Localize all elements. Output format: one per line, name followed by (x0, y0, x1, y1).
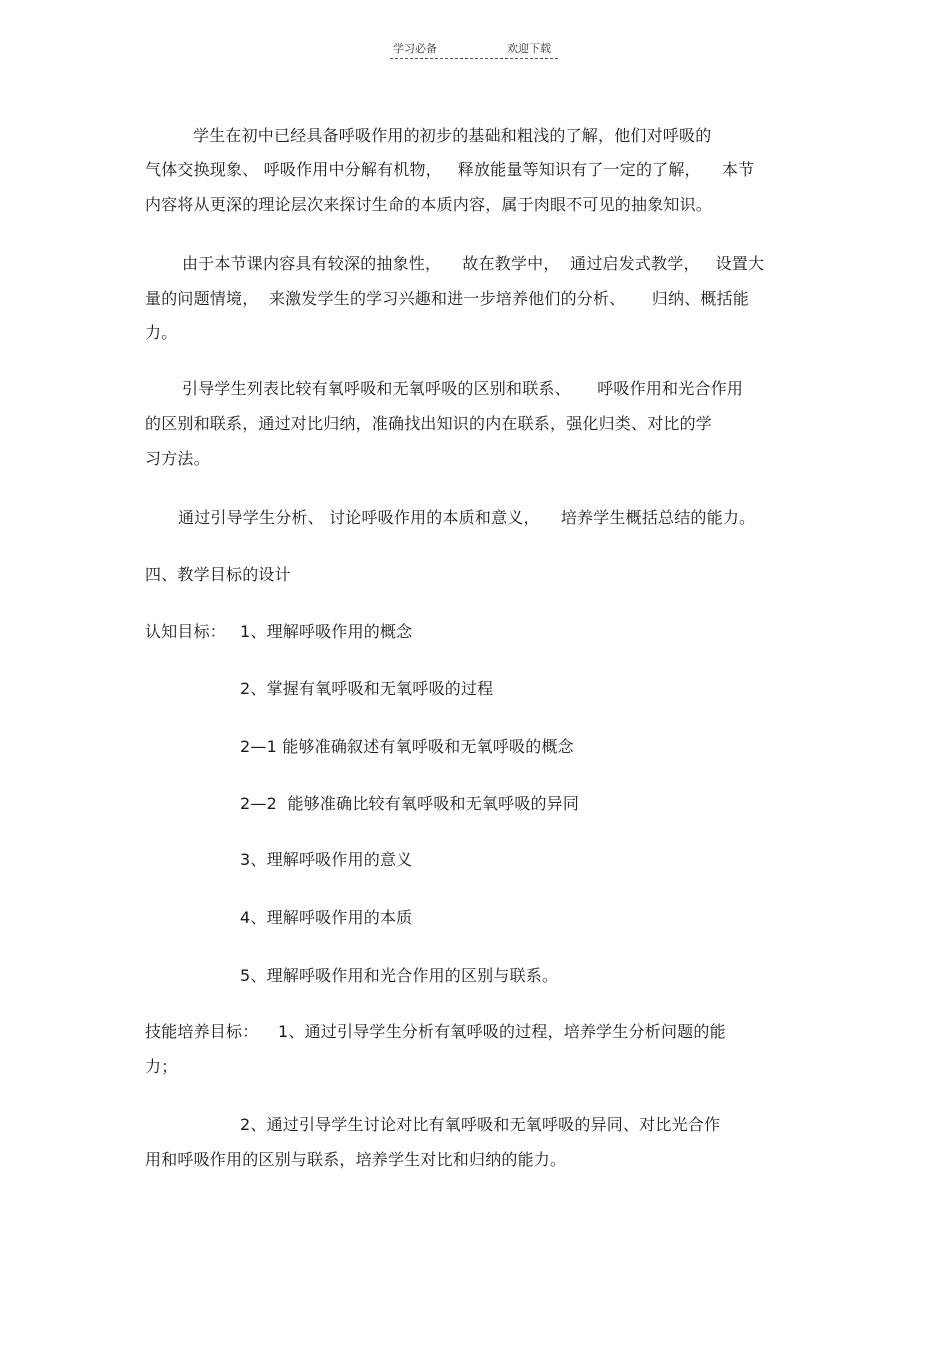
skill-goals-label: 技能培养目标： (145, 1022, 259, 1041)
skill-item-2-line-1: 2、通过引导学生讨论对比有氧呼吸和无氧呼吸的异同、对比光合作 (240, 1115, 721, 1134)
paragraph-3-line-1: 引导学生列表比较有氧呼吸和无氧呼吸的区别和联系、 呼吸作用和光合作用 (182, 379, 744, 398)
page-header (390, 38, 558, 59)
paragraph-1-line-1: 学生在初中已经具备呼吸作用的初步的基础和粗浅的了解，他们对呼吸的 (193, 126, 712, 145)
cognitive-item-3: 3、理解呼吸作用的意义 (240, 850, 413, 869)
cognitive-item-2-2: 2—2 能够准确比较有氧呼吸和无氧呼吸的异同 (240, 794, 580, 813)
paragraph-4: 通过引导学生分析、 讨论呼吸作用的本质和意义， 培养学生概括总结的能力。 (178, 508, 756, 527)
paragraph-2-line-3: 力。 (145, 323, 178, 342)
skill-item-1-line-2: 力； (145, 1057, 178, 1076)
paragraph-2-line-1: 由于本节课内容具有较深的抽象性， 故在教学中， 通过启发式教学， 设置大 (182, 254, 765, 273)
cognitive-item-1: 1、理解呼吸作用的概念 (240, 622, 413, 641)
paragraph-3-line-3: 习方法。 (145, 449, 210, 468)
paragraph-2-line-2: 量的问题情境， 来激发学生的学习兴趣和进一步培养他们的分析、 归纳、概括能 (145, 289, 750, 308)
header-left-text: 学习必备 (393, 42, 437, 55)
cognitive-item-2-1: 2—1 能够准确叙述有氧呼吸和无氧呼吸的概念 (240, 737, 574, 756)
cognitive-item-5: 5、理解呼吸作用和光合作用的区别与联系。 (240, 966, 559, 985)
cognitive-item-2: 2、掌握有氧呼吸和无氧呼吸的过程 (240, 679, 494, 698)
skill-item-1-line-1: 1、通过引导学生分析有氧呼吸的过程，培养学生分析问题的能 (278, 1022, 726, 1041)
cognitive-goals-label: 认知目标： (145, 622, 227, 641)
skill-item-2-line-2: 用和呼吸作用的区别与联系，培养学生对比和归纳的能力。 (145, 1150, 567, 1169)
section-heading: 四、教学目标的设计 (145, 565, 291, 584)
paragraph-1-line-2: 气体交换现象、 呼吸作用中分解有机物， 释放能量等知识有了一定的了解， 本节 (145, 160, 755, 179)
header-right-text: 欢迎下载 (507, 42, 551, 55)
paragraph-3-line-2: 的区别和联系，通过对比归纳，准确找出知识的内在联系，强化归类、对比的学 (145, 414, 713, 433)
cognitive-item-4: 4、理解呼吸作用的本质 (240, 908, 413, 927)
paragraph-1-line-3: 内容将从更深的理论层次来探讨生命的本质内容，属于肉眼不可见的抽象知识。 (145, 195, 713, 214)
